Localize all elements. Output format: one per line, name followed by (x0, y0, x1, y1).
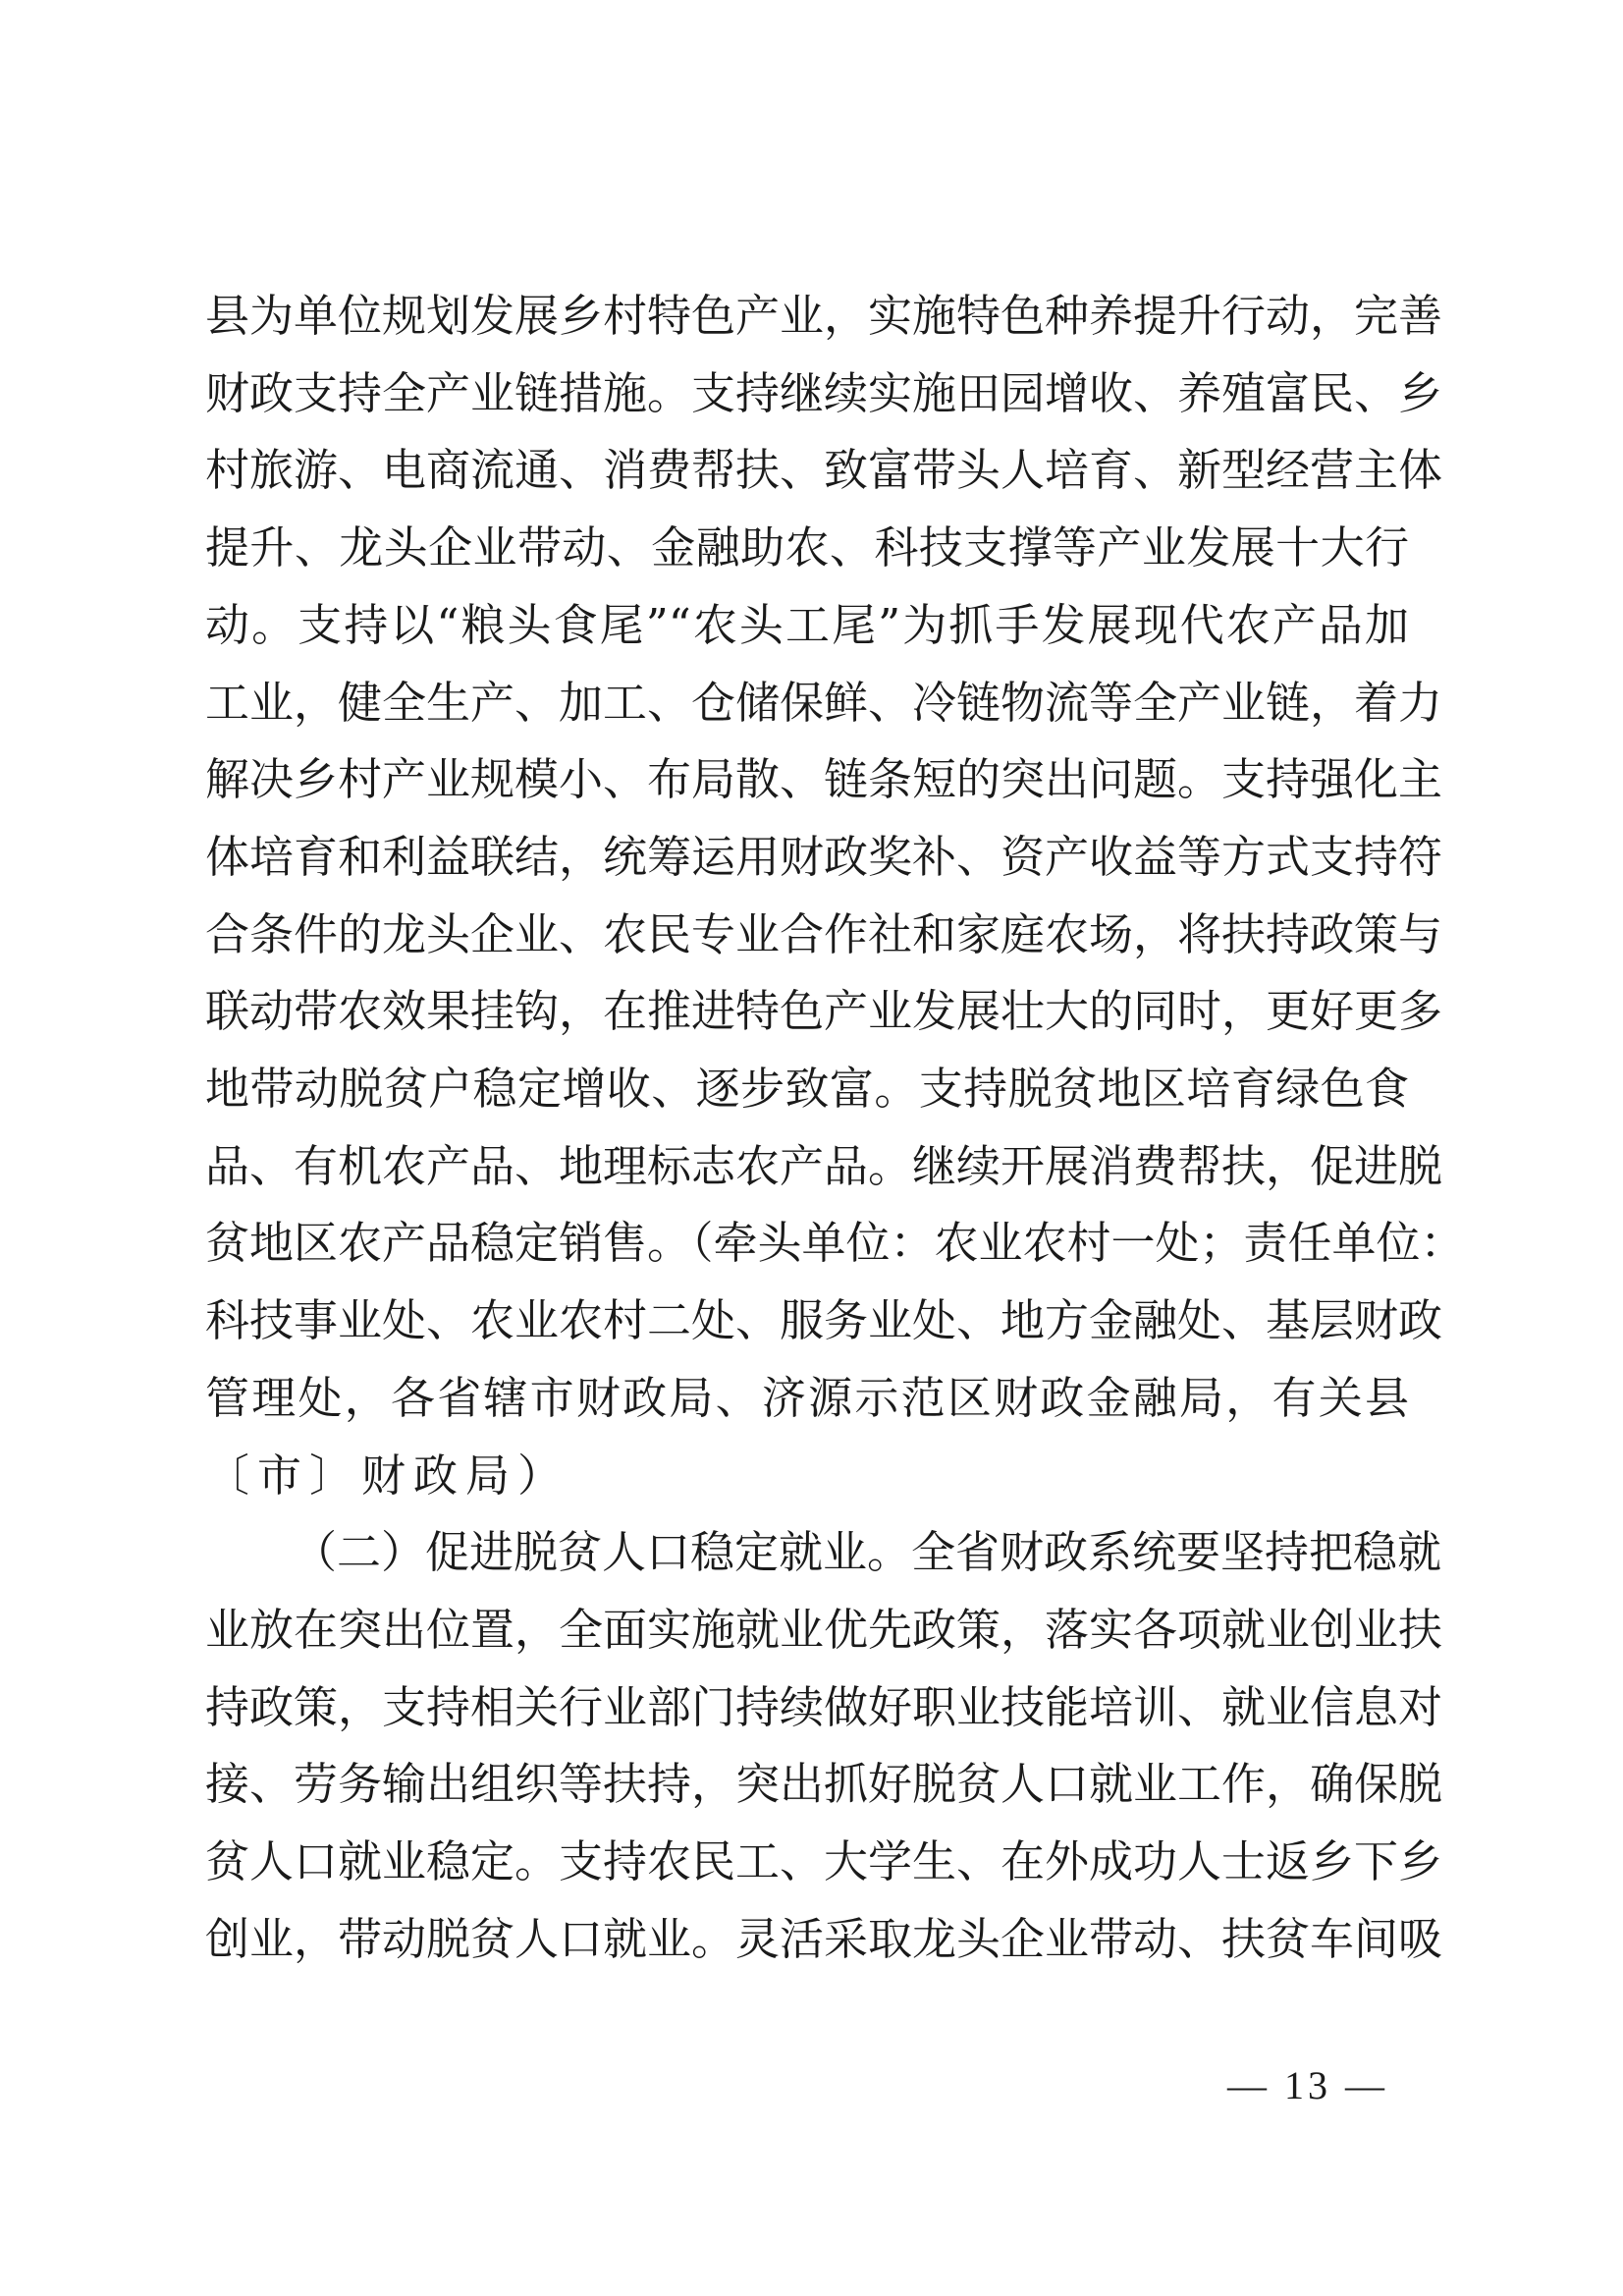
text-line: 动。支持以“粮头食尾”“农头工尾”为抓手发展现代农产品加 (205, 598, 1409, 651)
text-line: 联动带农效果挂钩，在推进特色产业发展壮大的同时，更好更多 (205, 985, 1443, 1038)
text-line: 村旅游、电商流通、消费帮扶、致富带头人培育、新型经营主体 (205, 444, 1443, 497)
text-line: 品、有机农产品、地理标志农产品。继续开展消费帮扶，促进脱 (205, 1139, 1443, 1192)
text-line: 地带动脱贫户稳定增收、逐步致富。支持脱贫地区培育绿色食 (205, 1063, 1409, 1115)
text-line: 解决乡村产业规模小、布局散、链条短的突出问题。支持强化主 (205, 753, 1443, 806)
text-line: （二）促进脱贫人口稳定就业。全省财政系统要坚持把稳就 (293, 1526, 1442, 1579)
text-line: 工业，健全生产、加工、仓储保鲜、冷链物流等全产业链，着力 (205, 676, 1443, 729)
text-line: 接、劳务输出组织等扶持，突出抓好脱贫人口就业工作，确保脱 (205, 1758, 1443, 1811)
text-line: 财政支持全产业链措施。支持继续实施田园增收、养殖富民、乡 (205, 366, 1443, 419)
text-line: 提升、龙头企业带动、金融助农、科技支撑等产业发展十大行 (205, 521, 1409, 574)
text-line: 贫地区农产品稳定销售。（牵头单位：农业农村一处；责任单位： (205, 1217, 1465, 1270)
text-line: 管理处，各省辖市财政局、济源示范区财政金融局，有关县 (205, 1371, 1409, 1424)
text-line: 体培育和利益联结，统筹运用财政奖补、资产收益等方式支持符 (205, 830, 1443, 883)
page-number: — 13 — (1227, 2063, 1388, 2107)
text-line: 〔市〕财政局） (205, 1449, 570, 1502)
text-line: 贫人口就业稳定。支持农民工、大学生、在外成功人士返乡下乡 (205, 1835, 1443, 1887)
text-line: 县为单位规划发展乡村特色产业，实施特色种养提升行动，完善 (205, 290, 1443, 342)
text-line: 科技事业处、农业农村二处、服务业处、地方金融处、基层财政 (205, 1294, 1443, 1347)
text-line: 创业，带动脱贫人口就业。灵活采取龙头企业带动、扶贫车间吸 (205, 1912, 1443, 1965)
text-line: 业放在突出位置，全面实施就业优先政策，落实各项就业创业扶 (205, 1603, 1443, 1656)
text-line: 持政策，支持相关行业部门持续做好职业技能培训、就业信息对 (205, 1680, 1443, 1733)
text-line: 合条件的龙头企业、农民专业合作社和家庭农场，将扶持政策与 (205, 907, 1443, 960)
